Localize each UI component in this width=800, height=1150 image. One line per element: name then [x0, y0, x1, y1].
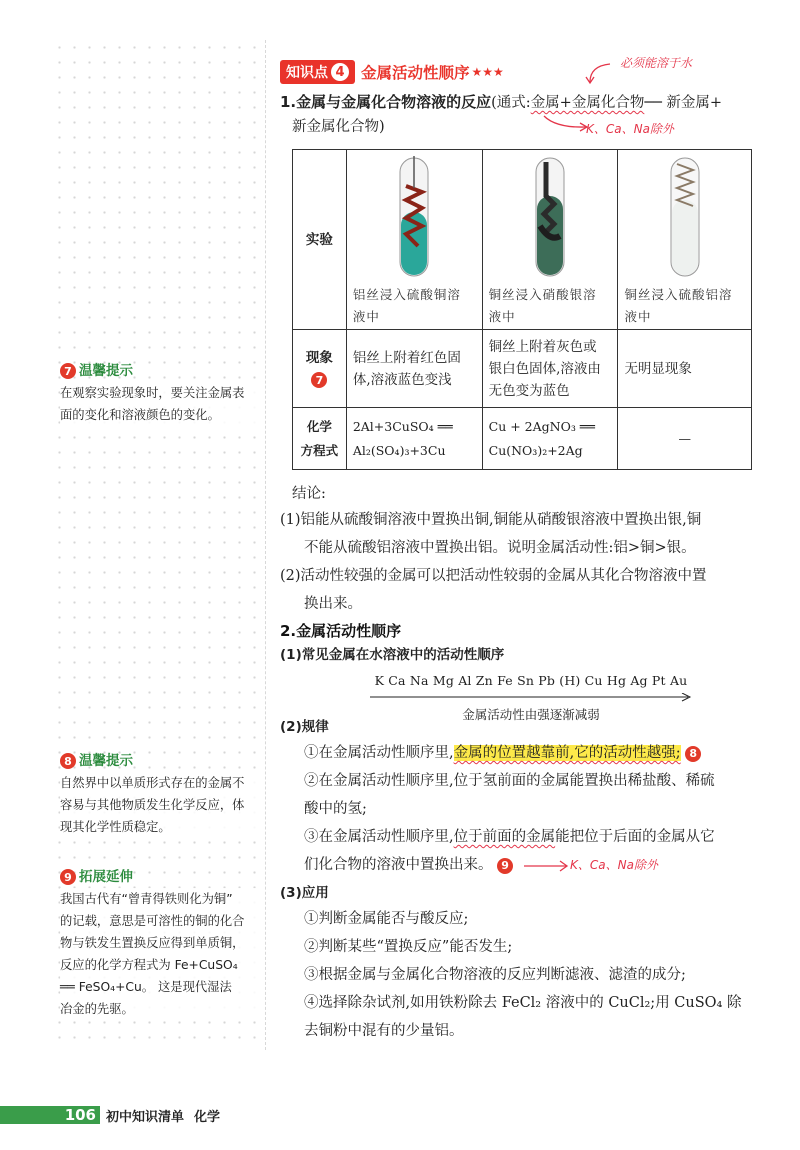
page-number: 106 — [65, 1106, 100, 1124]
footer-bar — [0, 1106, 100, 1124]
phenomenon-line: 铜丝上附着灰色或 — [488, 338, 597, 355]
formula-part: (通式: — [491, 95, 531, 111]
equation-line: 2Al+3CuSO₄ ══ — [352, 418, 453, 434]
tip-9 — [60, 866, 262, 1020]
experiment-caption — [347, 284, 482, 328]
formula-continued: 新金属化合物) — [292, 119, 385, 135]
application-item: ④选择除杂试剂,如用铁粉除去 FeCl₂ 溶液中的 CuCl₂;用 CuSO₄ 除 — [304, 995, 742, 1011]
experiment-cell — [618, 150, 752, 330]
note-exceptions: K、Ca、Na除外 — [586, 122, 674, 136]
note-exceptions-2: K、Ca、Na除外 — [570, 858, 658, 872]
subsection-2: (2)规律 — [280, 719, 329, 735]
subsection-3: (3)应用 — [280, 885, 329, 901]
conclusion-line: 换出来。 — [304, 596, 362, 612]
table-row — [293, 330, 752, 408]
tip-9-line: 物与铁发生置换反应得到单质铜， — [60, 936, 245, 950]
experiment-cell — [346, 150, 482, 330]
phenomenon-line: 体,溶液蓝色变浅 — [352, 371, 452, 388]
book-title: 初中知识清单 — [106, 1109, 185, 1125]
tip-7-line: 在观察实验现象时，要关注金属表 — [60, 386, 245, 400]
tip-7-title: 温馨提示 — [79, 363, 133, 379]
caption-line: 液中 — [488, 308, 516, 324]
equation-cell — [482, 408, 618, 470]
tip-9-number: 9 — [60, 869, 76, 885]
formula-underlined: 金属+金属化合物 — [530, 95, 645, 111]
badge-number: 4 — [331, 63, 349, 81]
phenomenon-line: 银白色固体,溶液由 — [488, 360, 601, 377]
caption-line: 铝丝浸入硫酸铜溶 — [352, 286, 461, 302]
activity-series-caption: 金属活动性由强逐渐减弱 — [462, 707, 600, 722]
row-label-text: 化学 — [306, 418, 332, 434]
caption-line: 铜丝浸入硫酸铝溶 — [624, 286, 733, 302]
equation-cell — [346, 408, 482, 470]
formula-part: ── 新金属+ — [644, 95, 723, 111]
table-row — [293, 408, 752, 470]
equation-line: — — [678, 430, 691, 446]
knowledge-point-badge — [280, 60, 355, 84]
rule-text: 们化合物的溶液中置换出来。 — [304, 857, 493, 873]
test-tube-cu-agno3 — [520, 156, 580, 284]
rule-2-line: 酸中的氢; — [304, 801, 367, 817]
right-arrow-icon — [370, 693, 692, 703]
section-title: 金属活动性顺序 — [361, 64, 470, 82]
application-item: ①判断金属能否与酸反应; — [304, 911, 469, 927]
experiment-table — [292, 149, 752, 470]
phenomenon-cell — [482, 330, 618, 408]
row-label-phenomenon — [293, 330, 347, 408]
tip-9-line: 反应的化学方程式为 Fe+CuSO₄ — [60, 958, 238, 972]
tip-8-line: 自然界中以单质形式存在的金属不 — [60, 776, 245, 790]
rule-2-line: ②在金属活动性顺序里,位于氢前面的金属能置换出稀盐酸、稀硫 — [304, 773, 715, 789]
rule-3-line — [304, 826, 715, 848]
table-row — [293, 150, 752, 330]
conclusion-line: 不能从硫酸铝溶液中置换出铝。说明金属活动性:铝>铜>银。 — [304, 540, 696, 556]
row-label-text: 方程式 — [300, 442, 339, 458]
rule-text: ③在金属活动性顺序里, — [304, 829, 454, 845]
caption-line: 铜丝浸入硝酸银溶 — [488, 286, 597, 302]
tip-8 — [60, 750, 262, 838]
experiment-caption — [483, 284, 618, 328]
phenomenon-cell — [346, 330, 482, 408]
section-1-heading-line — [280, 91, 722, 114]
row-label-equation — [293, 408, 347, 470]
handwritten-arrow-icon — [542, 112, 592, 136]
note-marker-8: 8 — [685, 746, 701, 762]
tip-9-line: 冶金的先驱。 — [60, 1002, 134, 1016]
equation-line: Al₂(SO₄)₃+3Cu — [352, 442, 446, 458]
tip-8-line: 现其化学性质稳定。 — [60, 820, 171, 834]
conclusion-line: (1)铝能从硫酸铜溶液中置换出铜,铜能从硝酸银溶液中置换出银,铜 — [280, 512, 702, 528]
tip-7-line: 面的变化和溶液颜色的变化。 — [60, 408, 220, 422]
margin-notes — [52, 40, 266, 1050]
tip-7-head — [60, 360, 262, 382]
rule-1 — [304, 742, 701, 764]
subsection-1: (1)常见金属在水溶液中的活动性顺序 — [280, 647, 505, 663]
phenomenon-line: 无明显现象 — [624, 360, 692, 377]
experiment-cell — [482, 150, 618, 330]
rule-underlined: 位于前面的金属 — [453, 829, 556, 845]
tip-7-number: 7 — [60, 363, 76, 379]
tip-9-line: 我国古代有“曾青得铁则化为铜” — [60, 892, 233, 906]
tip-9-line: ══ FeSO₄+Cu。 这是现代湿法 — [60, 980, 232, 994]
knowledge-point-header — [280, 60, 504, 84]
application-item: 去铜粉中混有的少量铝。 — [304, 1023, 464, 1039]
application-item: ②判断某些“置换反应”能否发生; — [304, 939, 513, 955]
rule-highlight: 金属的位置越靠前,它的活动性越强; — [453, 745, 681, 761]
equation-cell — [618, 408, 752, 470]
activity-series — [370, 673, 692, 723]
caption-line: 液中 — [624, 308, 652, 324]
tip-9-line: 的记载，意思是可溶性的铜的化合 — [60, 914, 245, 928]
note-marker-7: 7 — [311, 372, 327, 388]
conclusion-line: (2)活动性较强的金属可以把活动性较弱的金属从其化合物溶液中置 — [280, 568, 707, 584]
section-1-heading: 1.金属与金属化合物溶液的反应 — [280, 93, 492, 111]
section-2-heading: 2.金属活动性顺序 — [280, 622, 402, 640]
row-label-experiment: 实验 — [293, 150, 347, 330]
conclusion-title: 结论: — [292, 486, 326, 502]
tip-8-number: 8 — [60, 753, 76, 769]
page-footer — [0, 1104, 800, 1126]
note-marker-9: 9 — [497, 858, 513, 874]
rule-3-line — [304, 854, 513, 876]
phenomenon-line: 无色变为蓝色 — [488, 382, 570, 399]
handwritten-arrow-icon — [522, 858, 572, 874]
note-must-dissolve: 必须能溶于水 — [620, 56, 693, 70]
equation-line: Cu(NO₃)₂+2Ag — [488, 442, 583, 458]
activity-series-metals: K Ca Na Mg Al Zn Fe Sn Pb (H) Cu Hg Ag Pt Au — [374, 673, 688, 688]
rule-text: ①在金属活动性顺序里, — [304, 745, 454, 761]
tip-8-title: 温馨提示 — [79, 753, 133, 769]
tip-9-title: 拓展延伸 — [79, 869, 133, 885]
phenomenon-line: 铝丝上附着红色固 — [352, 349, 461, 366]
test-tube-al-cuso4 — [384, 156, 444, 284]
phenomenon-cell — [618, 330, 752, 408]
equation-line: Cu + 2AgNO₃ ══ — [488, 418, 595, 434]
caption-line: 液中 — [352, 308, 380, 324]
tip-8-line: 容易与其他物质发生化学反应，体 — [60, 798, 245, 812]
experiment-caption — [618, 284, 751, 328]
importance-stars: ★★★ — [471, 65, 504, 79]
application-item: ③根据金属与金属化合物溶液的反应判断滤液、滤渣的成分; — [304, 967, 686, 983]
rule-text: 能把位于后面的金属从它 — [555, 829, 715, 845]
subject: 化学 — [194, 1109, 221, 1125]
row-label-text: 现象 — [305, 349, 333, 366]
test-tube-cu-al2so43 — [655, 156, 715, 284]
badge-label: 知识点 — [286, 65, 328, 81]
tip-7 — [60, 360, 262, 426]
